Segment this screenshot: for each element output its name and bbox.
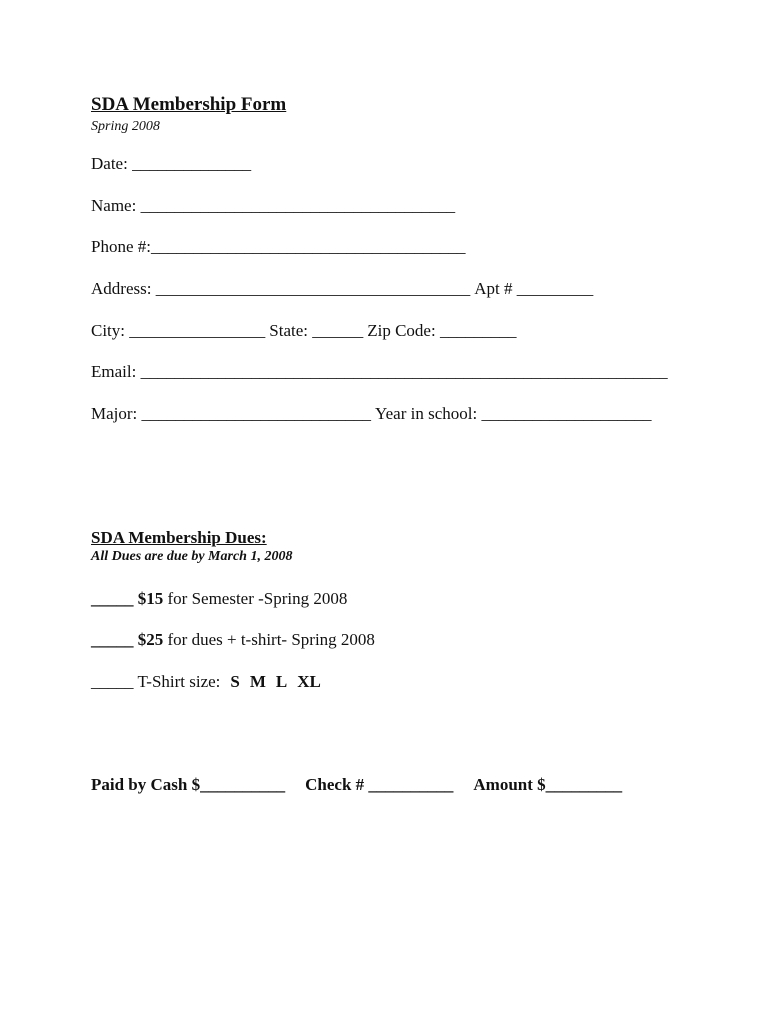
- paid-by-cash-field[interactable]: Paid by Cash $__________: [91, 775, 286, 794]
- name-field[interactable]: Name: _____________________________________: [91, 196, 456, 215]
- form-subtitle: Spring 2008: [91, 119, 160, 134]
- dues-option-price: $25: [137, 630, 164, 649]
- dues-title: SDA Membership Dues:: [91, 528, 267, 547]
- dues-subtitle: All Dues are due by March 1, 2008: [91, 549, 293, 564]
- state-field[interactable]: State: ______: [269, 321, 364, 340]
- amount-field[interactable]: Amount $_________: [473, 775, 623, 794]
- major-field[interactable]: Major: ___________________________: [91, 404, 372, 423]
- dues-option-desc: for Semester -Spring 2008: [167, 589, 348, 608]
- form-title: SDA Membership Form: [91, 94, 287, 115]
- year-in-school-field[interactable]: Year in school: ____________________: [375, 404, 652, 423]
- dues-option-blank[interactable]: _____: [91, 630, 134, 649]
- tshirt-size-label: T-Shirt size:: [137, 672, 221, 691]
- phone-field[interactable]: Phone #:_____________________________________: [91, 237, 466, 256]
- tshirt-size-l[interactable]: L: [275, 672, 288, 691]
- tshirt-size-s[interactable]: S: [230, 672, 240, 691]
- email-field[interactable]: Email: ______________________________________________________________: [91, 362, 668, 381]
- tshirt-blank[interactable]: _____: [91, 672, 134, 691]
- dues-option-price: $15: [137, 589, 164, 608]
- tshirt-size-row: [91, 672, 321, 692]
- dues-option-semester[interactable]: [91, 589, 347, 609]
- apt-field[interactable]: Apt # _________: [474, 279, 594, 298]
- city-state-zip-row: [91, 321, 516, 341]
- date-field[interactable]: Date: ______________: [91, 154, 252, 173]
- major-year-row: [91, 404, 651, 424]
- city-field[interactable]: City: ________________: [91, 321, 266, 340]
- tshirt-size-xl[interactable]: XL: [297, 672, 321, 691]
- dues-option-desc: for dues + t-shirt- Spring 2008: [167, 630, 375, 649]
- check-number-field[interactable]: Check # __________: [305, 775, 454, 794]
- payment-row: [91, 775, 622, 795]
- address-field[interactable]: Address: _____________________________________: [91, 279, 471, 298]
- dues-option-blank[interactable]: _____: [91, 589, 134, 608]
- tshirt-size-m[interactable]: M: [249, 672, 266, 691]
- zip-field[interactable]: Zip Code: _________: [367, 321, 517, 340]
- dues-option-shirt[interactable]: [91, 630, 375, 650]
- address-row: [91, 279, 593, 299]
